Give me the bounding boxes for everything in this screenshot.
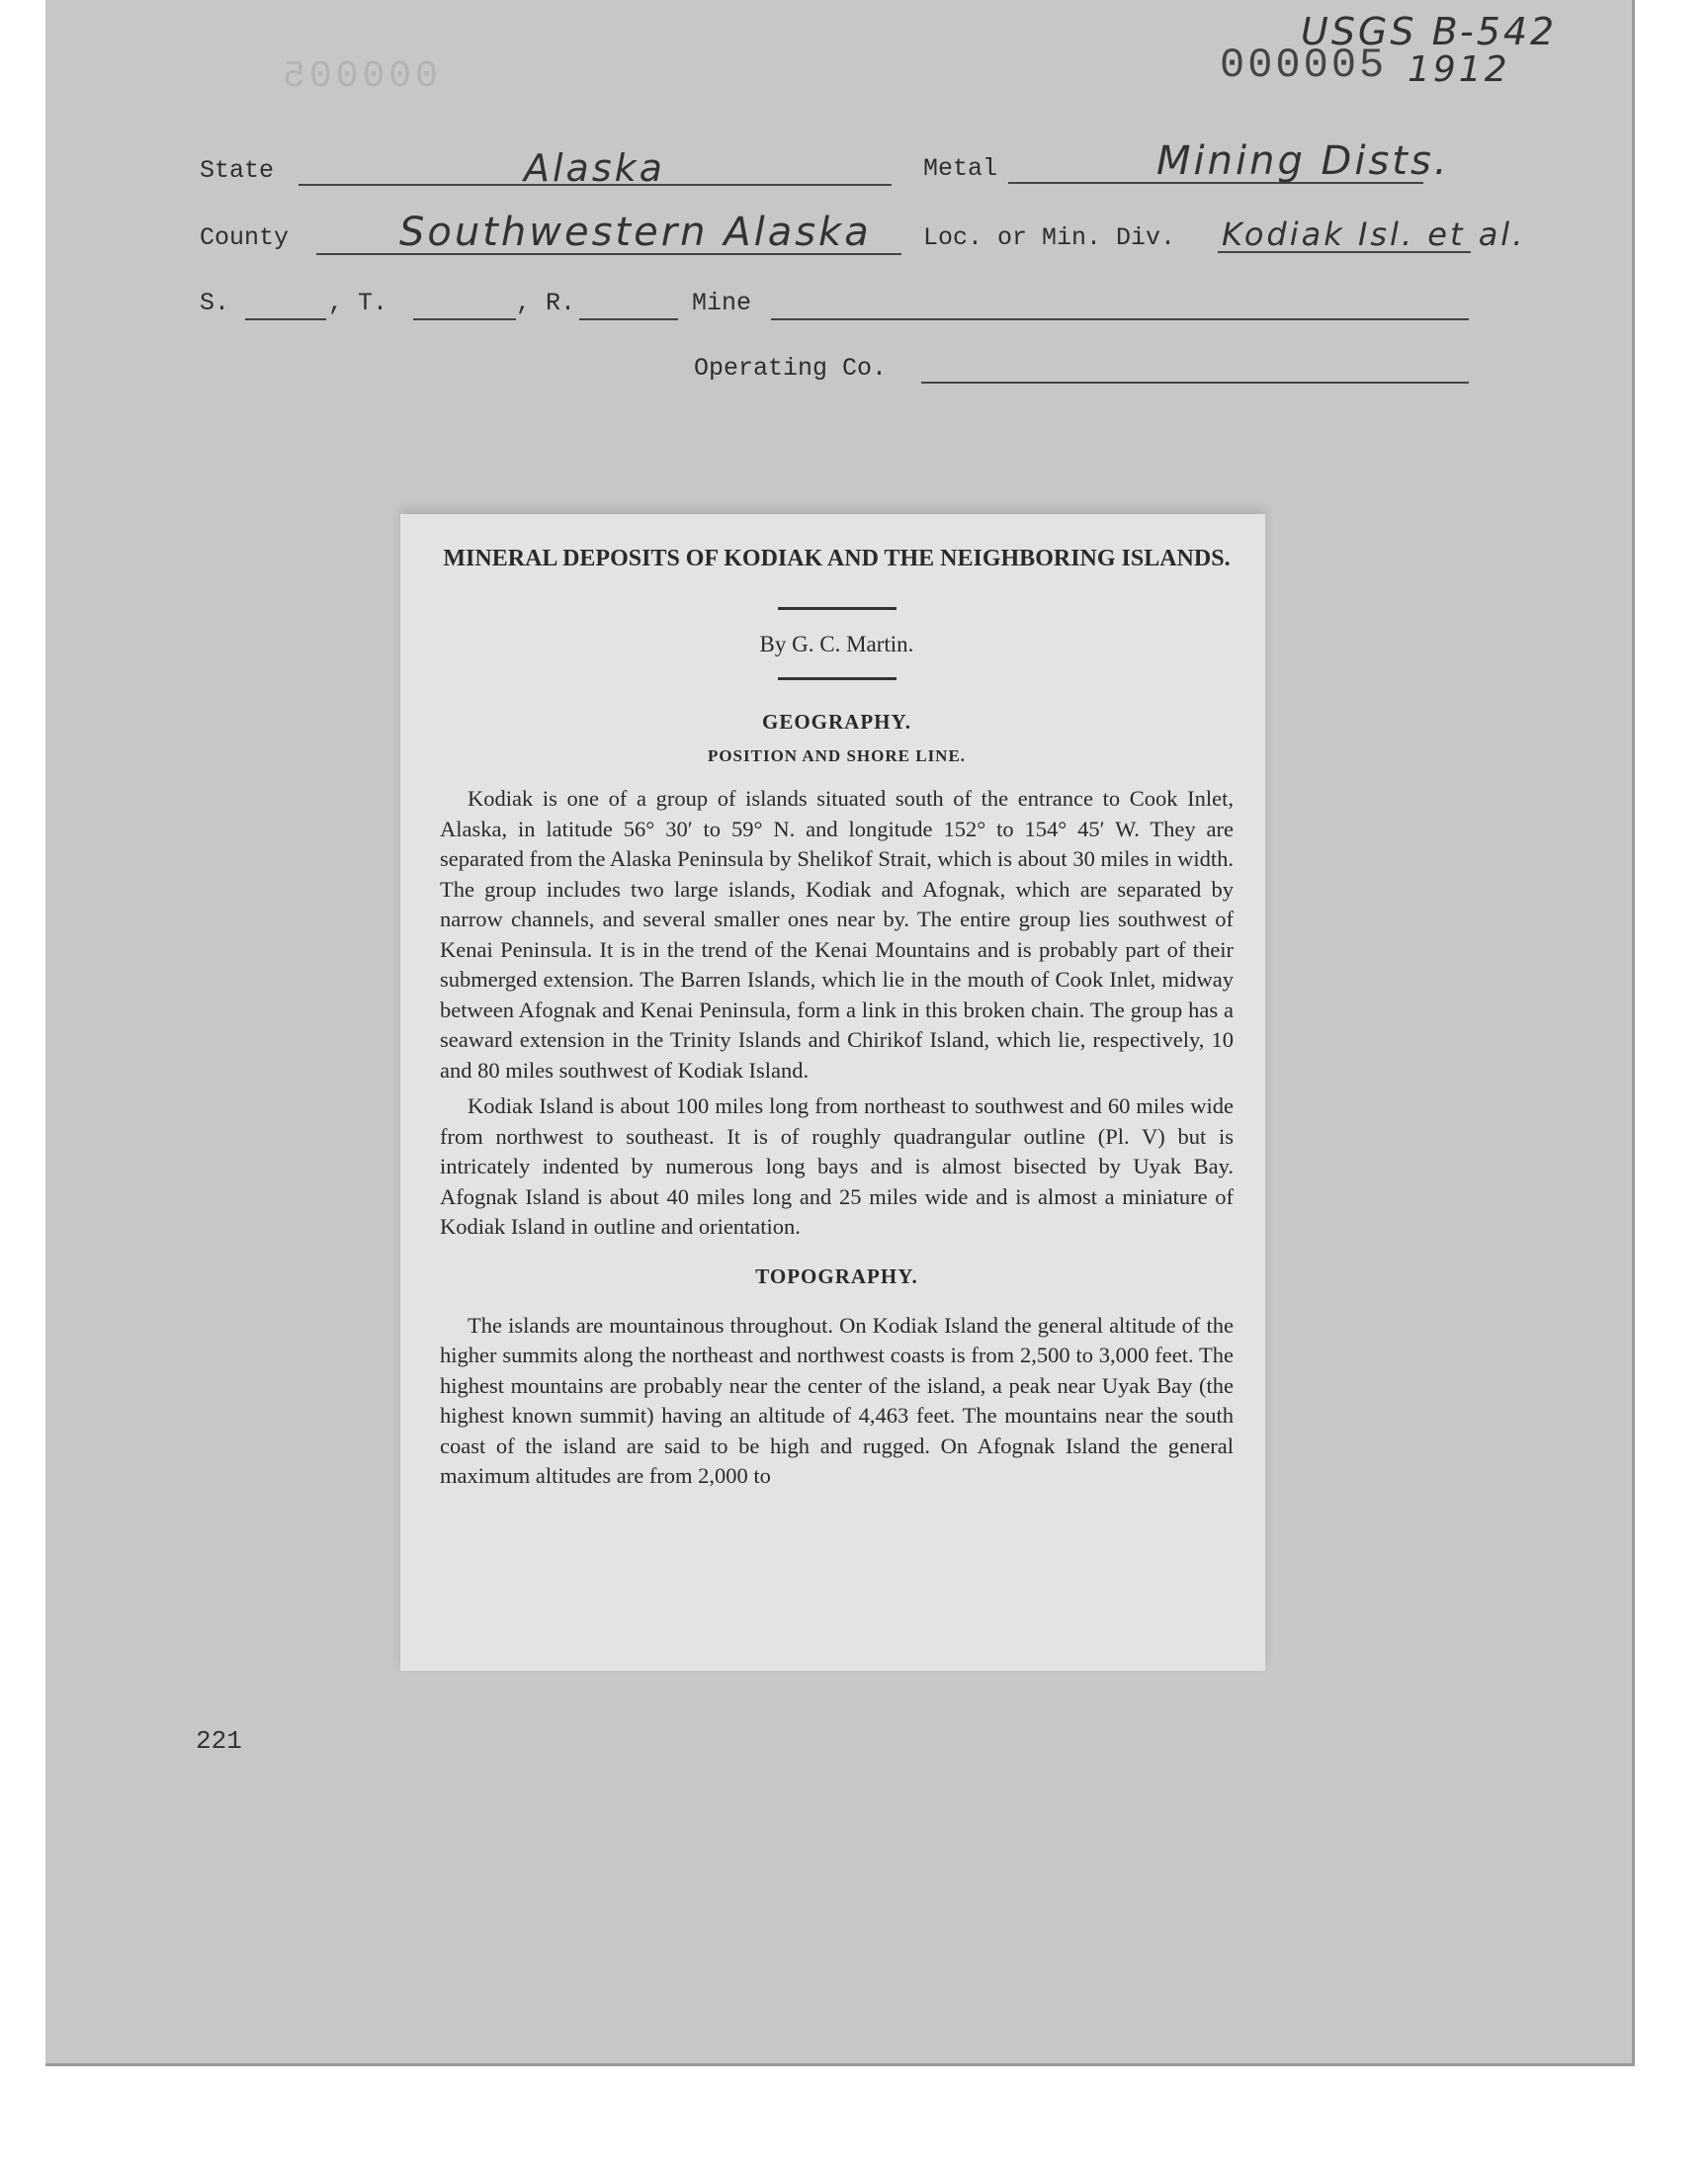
state-value: Alaska: [524, 146, 665, 190]
county-label: County: [200, 223, 290, 252]
subsection-heading-position: POSITION AND SHORE LINE.: [707, 746, 967, 765]
mine-label: Mine: [692, 289, 752, 317]
title-rule: [778, 607, 897, 610]
township-underline: [413, 318, 516, 320]
operating-company-underline: [921, 382, 1469, 384]
section-underline: [245, 318, 326, 320]
range-underline: [579, 318, 678, 320]
township-label: , T.: [328, 289, 388, 317]
location-value: Kodiak Isl. et al.: [1222, 216, 1526, 253]
clipping-title: MINERAL DEPOSITS OF KODIAK AND THE NEIGHBORING ISLANDS.: [443, 546, 1231, 571]
range-label: , R.: [516, 289, 576, 317]
stamped-document-number: 000005: [1220, 42, 1388, 89]
page-number: 221: [196, 1726, 242, 1756]
paragraph-3: The islands are mountainous throughout. On Kodiak Island the general altitude of the higher summits along the northeast and northwest coasts is from 2,500 to 3,000 feet. The highest mountains are probably near the center of the island, a peak near Uyak Bay (the highest known summit) having an altitude of 4,463 feet. The mountains near the south coast of the island are said to be high and rugged. On Afognak Island the general maximum altitudes are from 2,000 to: [440, 1312, 1234, 1488]
location-label: Loc. or Min. Div.: [923, 223, 1176, 252]
section-heading-topography: TOPOGRAPHY.: [755, 1263, 918, 1288]
mine-underline: [771, 318, 1469, 320]
byline-rule: [778, 677, 897, 680]
county-value: Southwestern Alaska: [399, 210, 872, 255]
byline: By G. C. Martin.: [759, 632, 914, 656]
handwritten-reference: USGS B-542: [1301, 10, 1558, 53]
section-heading-geography: GEOGRAPHY.: [762, 710, 911, 734]
pasted-clipping: [400, 514, 1265, 1671]
operating-company-label: Operating Co.: [694, 354, 888, 383]
metal-label: Metal: [923, 154, 998, 183]
handwritten-year: 1912: [1408, 49, 1510, 90]
paragraph-2: Kodiak Island is about 100 miles long from northeast to southwest and 60 miles wide from northwest to southeast. It is of roughly quadrangular outline (Pl. V) but is intricately indented by numerous long bays and is almost bisected by Uyak Bay. Afognak Island is about 40 miles long and 25 miles wide and is almost a miniature of Kodiak Island in outline and orientation.: [440, 1093, 1234, 1239]
paragraph-1: Kodiak is one of a group of islands situated south of the entrance to Cook Inlet, Alaska, in latitude 56° 30′ to 59° N. and longitude 152° to 154° 45′ W. They are separated from the Alaska Peninsula by Shelikof Strait, which is about 30 miles in width. The group includes two large islands, Kodiak and Afognak, which are separated by narrow channels, and several smaller ones near by. The entire group lies southwest of Kenai Peninsula. It is in the trend of the Kenai Mountains and is probably part of their submerged extension. The Barren Islands, which lie in the mouth of Cook Inlet, midway between Afognak and Kenai Peninsula, form a link in this broken chain. The group has a seaward extension in the Trinity Islands and Chirikof Island, which lie, respectively, 10 and 80 miles southwest of Kodiak Island.: [440, 786, 1234, 1083]
state-label: State: [200, 156, 275, 185]
section-label: S.: [200, 289, 230, 317]
metal-value: Mining Dists.: [1156, 138, 1450, 184]
bleed-through-number: 000005: [279, 55, 438, 98]
